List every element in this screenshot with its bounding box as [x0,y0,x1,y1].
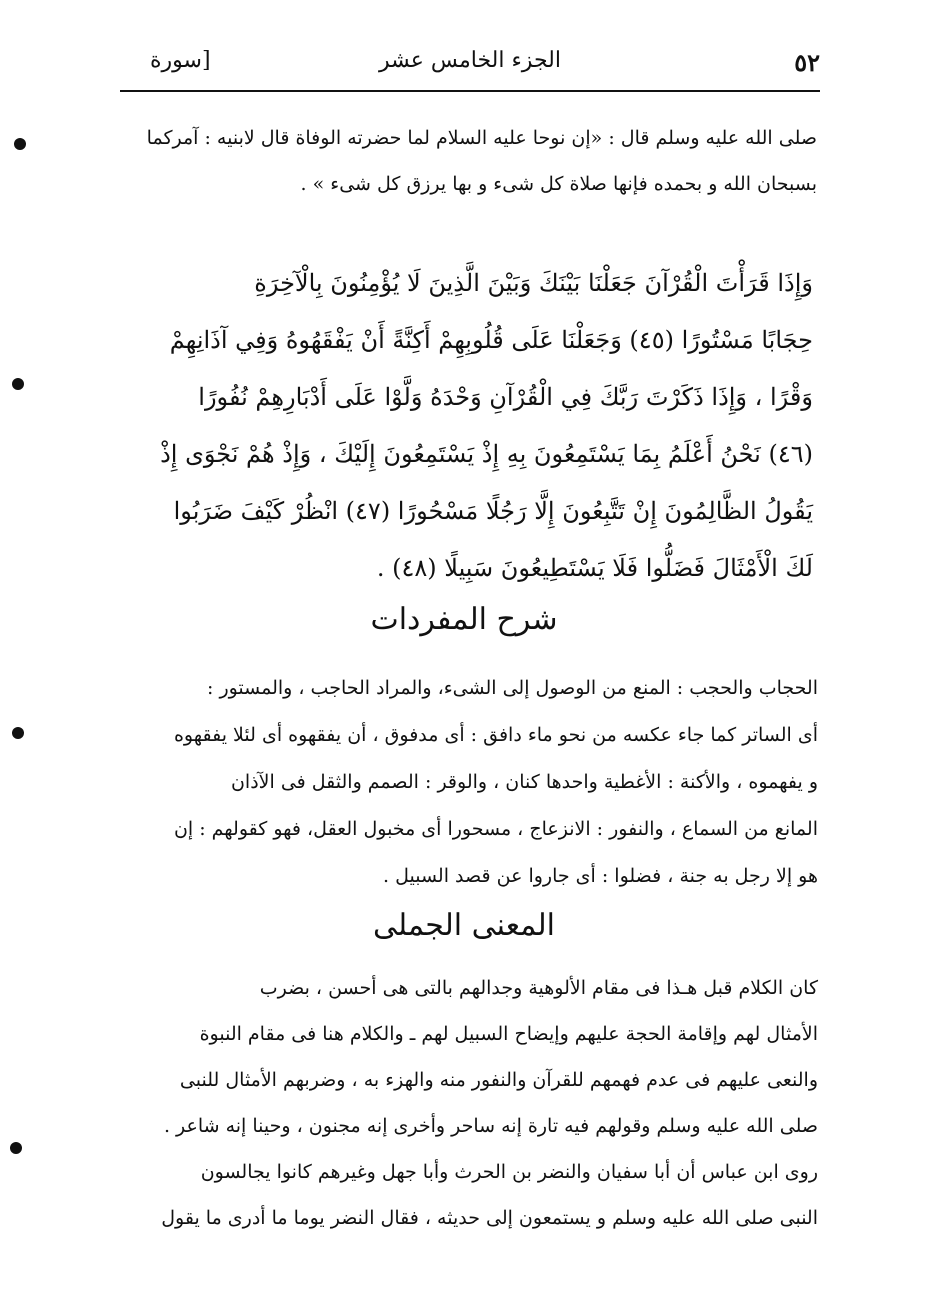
surah-label: سورة] [150,48,211,73]
text-line: النبى صلى الله عليه وسلم و يستمعون إلى حديثه ، فقال النضر يوما ما أدرى ما يقول [161,1207,818,1229]
text-line: صلى الله عليه وسلم قال : «إن نوحا عليه السلام لما حضرته الوفاة قال لابنيه : آمركما [146,127,817,149]
text-line: صلى الله عليه وسلم وقولهم فيه تارة إنه ساحر وأخرى إنه مجنون ، وحينا إنه شاعر . [163,1115,818,1137]
verse-line: لَكَ الْأَمْثَالَ فَضَلُّوا فَلَا يَسْتَطِيعُونَ سَبِيلًا (٤٨) . [376,554,813,582]
section-heading-vocabulary: شرح المفردات [370,602,558,637]
scan-blot [10,1142,22,1154]
verse-line: حِجَابًا مَسْتُورًا (٤٥) وَجَعَلْنَا عَلَى قُلُوبِهِمْ أَكِنَّةً أَنْ يَفْقَهُوهُ وَفِي آذَانِهِمْ [169,326,813,354]
text-line: الحجاب والحجب : المنع من الوصول إلى الشىء، والمراد الحاجب ، والمستور : [207,677,818,699]
meaning-paragraph [118,965,818,1241]
scan-blot [12,378,24,390]
text-line: المانع من السماع ، والنفور : الانزعاج ، مسحورا أى مخبول العقل، فهو كقولهم : إن [173,818,818,840]
verse-line: (٤٦) نَحْنُ أَعْلَمُ بِمَا يَسْتَمِعُونَ بِهِ إِذْ يَسْتَمِعُونَ إِلَيْكَ ، وَإِذْ هُمْ نَجْوَى إِذْ [160,440,813,468]
header-rule [120,90,820,92]
text-line: أى الساتر كما جاء عكسه من نحو ماء دافق : أى مدفوق ، أن يفقهوه أى لئلا يفقهوه [173,724,818,746]
vocabulary-paragraph [118,665,818,900]
text-line: هو إلا رجل به جنة ، فضلوا : أى جاروا عن قصد السبيل . [383,865,818,887]
verse-line: وَإِذَا قَرَأْتَ الْقُرْآنَ جَعَلْنَا بَيْنَكَ وَبَيْنَ الَّذِينَ لَا يُؤْمِنُونَ بِالْآخِرَةِ [254,269,813,297]
page-header [120,38,820,88]
quran-verses [118,255,813,597]
text-line: روى ابن عباس أن أبا سفيان والنضر بن الحرث وأبا جهل وغيرهم كانوا يجالسون [200,1161,818,1183]
text-line: كان الكلام قبل هـذا فى مقام الألوهية وجدالهم بالتى هى أحسن ، بضرب [259,977,818,999]
text-line: الأمثال لهم وإقامة الحجة عليهم وإيضاح السبيل لهم ـ والكلام هنا فى مقام النبوة [199,1023,818,1045]
part-title: الجزء الخامس عشر [379,48,561,73]
text-line: و يفهموه ، والأكنة : الأغطية واحدها كنان ، والوقر : الصمم والثقل فى الآذان [230,771,818,793]
text-line: والنعى عليهم فى عدم فهمهم للقرآن والنفور منه والهزء به ، وضربهم الأمثال للنبى [179,1069,818,1091]
page-number: ٥٢ [794,48,820,77]
scan-blot [12,727,24,739]
section-heading-meaning: المعنى الجملى [372,908,555,943]
hadith-paragraph [125,115,817,207]
verse-line: وَقْرًا ، وَإِذَا ذَكَرْتَ رَبَّكَ فِي الْقُرْآنِ وَحْدَهُ وَلَّوْا عَلَى أَدْبَارِهِمْ نُفُورًا [198,383,813,411]
scan-blot [14,138,26,150]
verse-line: يَقُولُ الظَّالِمُونَ إِنْ تَتَّبِعُونَ إِلَّا رَجُلًا مَسْحُورًا (٤٧) انْظُرْ كَيْفَ ضَرَبُوا [173,497,813,525]
text-line: بسبحان الله و بحمده فإنها صلاة كل شىء و بها يرزق كل شىء » . [300,173,817,195]
